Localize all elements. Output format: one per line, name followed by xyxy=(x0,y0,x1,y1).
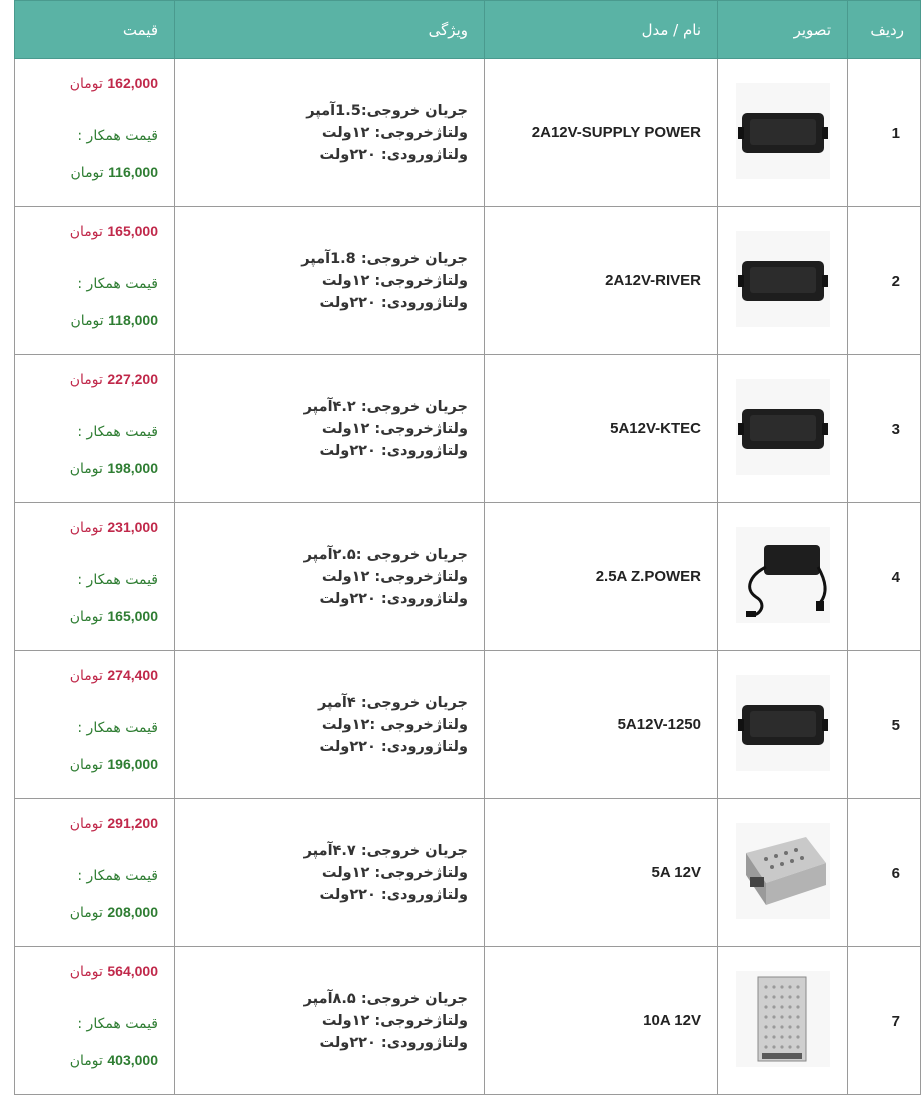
product-model: 5A12V-1250 xyxy=(485,651,718,799)
spec-current: جریان خروجی: ۴آمپر xyxy=(318,694,468,711)
coop-price-label: قیمت همکار : xyxy=(77,720,158,736)
spec-current: جریان خروجی :۲.۵آمپر xyxy=(303,546,468,563)
row-index: 5 xyxy=(848,651,921,799)
spec-current: جریان خروجی: ۴.۷آمپر xyxy=(303,842,468,859)
spec-output-voltage: ولتاژخروجی: ۱۲ولت xyxy=(321,1012,468,1029)
product-spec xyxy=(175,947,485,1095)
coop-price: 198,000 تومان xyxy=(69,460,158,477)
product-image[interactable] xyxy=(736,675,830,771)
product-image[interactable] xyxy=(736,379,830,475)
power-adapter-icon xyxy=(736,379,830,475)
product-image[interactable] xyxy=(736,231,830,327)
table-row-1 xyxy=(15,59,921,207)
product-image-cell xyxy=(718,355,848,503)
coop-price: 118,000 تومان xyxy=(70,312,158,329)
retail-price: 227,200 تومان xyxy=(69,371,158,388)
product-image[interactable] xyxy=(736,823,830,919)
row-index: 4 xyxy=(848,503,921,651)
header-index: ردیف xyxy=(848,1,921,59)
product-price xyxy=(15,207,175,355)
spec-input-voltage: ولتاژورودی: ۲۲۰ولت xyxy=(319,738,468,755)
spec-input-voltage: ولتاژورودی: ۲۲۰ولت xyxy=(319,146,468,163)
table-row-3 xyxy=(15,355,921,503)
product-spec xyxy=(175,59,485,207)
header-model: نام / مدل xyxy=(485,1,718,59)
retail-price: 162,000 تومان xyxy=(69,75,158,92)
spec-current: جریان خروجی: ۴.۲آمپر xyxy=(303,398,468,415)
retail-price: 291,200 تومان xyxy=(69,815,158,832)
row-index: 3 xyxy=(848,355,921,503)
spec-current: جریان خروجی: ۸.۵آمپر xyxy=(303,990,468,1007)
product-price xyxy=(15,947,175,1095)
table-row-4 xyxy=(15,503,921,651)
coop-price: 403,000 تومان xyxy=(69,1052,158,1069)
price-table xyxy=(14,0,921,1095)
spec-output-voltage: ولتاژخروجی: ۱۲ولت xyxy=(321,568,468,585)
product-image-cell xyxy=(718,799,848,947)
product-model: 2A12V-SUPPLY POWER xyxy=(485,59,718,207)
retail-price: 231,000 تومان xyxy=(69,519,158,536)
product-price xyxy=(15,651,175,799)
power-adapter-icon xyxy=(736,231,830,327)
row-index: 6 xyxy=(848,799,921,947)
spec-current: جریان خروجی: 1.8آمپر xyxy=(301,250,468,267)
product-image[interactable] xyxy=(736,527,830,623)
power-adapter-icon xyxy=(736,675,830,771)
product-model: 5A12V-KTEC xyxy=(485,355,718,503)
coop-price: 208,000 تومان xyxy=(69,904,158,921)
spec-current: جریان خروجی:1.5آمپر xyxy=(306,102,468,119)
coop-price-label: قیمت همکار : xyxy=(77,424,158,440)
product-image[interactable] xyxy=(736,83,830,179)
power-adapter-cable-icon xyxy=(736,527,830,623)
table-row-5 xyxy=(15,651,921,799)
header-spec: ویژگی xyxy=(175,1,485,59)
spec-output-voltage: ولتاژخروجی: ۱۲ولت xyxy=(321,420,468,437)
coop-price-label: قیمت همکار : xyxy=(77,868,158,884)
product-model: 2A12V-RIVER xyxy=(485,207,718,355)
product-image-cell xyxy=(718,651,848,799)
retail-price: 274,400 تومان xyxy=(69,667,158,684)
coop-price-label: قیمت همکار : xyxy=(77,276,158,292)
spec-output-voltage: ولتاژخروجی: ۱۲ولت xyxy=(321,272,468,289)
header-image: تصویر xyxy=(718,1,848,59)
product-price xyxy=(15,355,175,503)
retail-price: 165,000 تومان xyxy=(69,223,158,240)
table-row-6 xyxy=(15,799,921,947)
product-model: 5A 12V xyxy=(485,799,718,947)
coop-price: 165,000 تومان xyxy=(69,608,158,625)
product-model: 10A 12V xyxy=(485,947,718,1095)
spec-output-voltage: ولتاژخروجی: ۱۲ولت xyxy=(321,864,468,881)
row-index: 2 xyxy=(848,207,921,355)
spec-input-voltage: ولتاژورودی: ۲۲۰ولت xyxy=(319,590,468,607)
coop-price-label: قیمت همکار : xyxy=(77,572,158,588)
product-spec xyxy=(175,207,485,355)
row-index: 1 xyxy=(848,59,921,207)
table-header-row xyxy=(15,1,921,59)
spec-input-voltage: ولتاژورودی: ۲۲۰ولت xyxy=(319,1034,468,1051)
product-spec xyxy=(175,651,485,799)
product-spec xyxy=(175,503,485,651)
product-image-cell xyxy=(718,503,848,651)
product-model: 2.5A Z.POWER xyxy=(485,503,718,651)
row-index: 7 xyxy=(848,947,921,1095)
coop-price-label: قیمت همکار : xyxy=(77,1016,158,1032)
retail-price: 564,000 تومان xyxy=(69,963,158,980)
product-image-cell xyxy=(718,59,848,207)
spec-output-voltage: ولتاژخروجی :۱۲ولت xyxy=(321,716,468,733)
product-spec xyxy=(175,355,485,503)
price-table-container xyxy=(14,0,920,1095)
spec-output-voltage: ولتاژخروجی: ۱۲ولت xyxy=(321,124,468,141)
table-row-7 xyxy=(15,947,921,1095)
header-price: قیمت xyxy=(15,1,175,59)
product-price xyxy=(15,59,175,207)
coop-price: 196,000 تومان xyxy=(69,756,158,773)
product-image-cell xyxy=(718,207,848,355)
spec-input-voltage: ولتاژورودی: ۲۲۰ولت xyxy=(319,294,468,311)
product-image-cell xyxy=(718,947,848,1095)
product-price xyxy=(15,503,175,651)
power-adapter-icon xyxy=(736,83,830,179)
switching-power-supply-icon xyxy=(736,823,830,919)
product-image[interactable] xyxy=(736,971,830,1067)
product-price xyxy=(15,799,175,947)
coop-price-label: قیمت همکار : xyxy=(77,128,158,144)
spec-input-voltage: ولتاژورودی: ۲۲۰ولت xyxy=(319,886,468,903)
metal-power-supply-icon xyxy=(736,971,830,1067)
product-spec xyxy=(175,799,485,947)
coop-price: 116,000 تومان xyxy=(70,164,158,181)
table-row-2 xyxy=(15,207,921,355)
spec-input-voltage: ولتاژورودی: ۲۲۰ولت xyxy=(319,442,468,459)
